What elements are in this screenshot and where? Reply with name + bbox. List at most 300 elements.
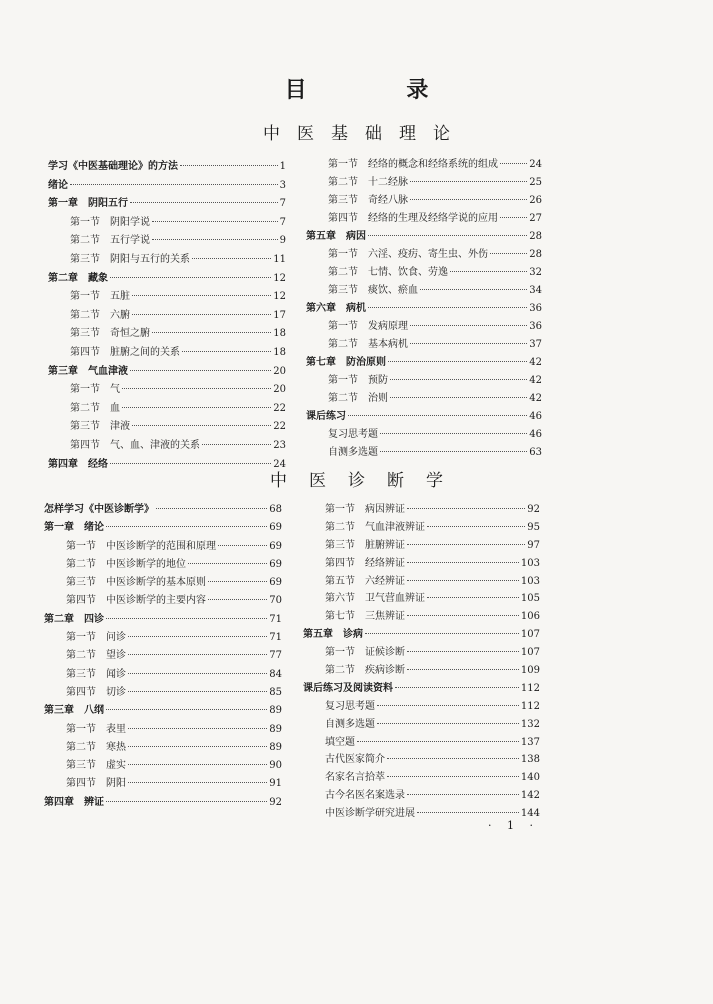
section-entry <box>303 644 540 662</box>
dot-leader <box>407 544 525 545</box>
section-entry <box>306 192 542 210</box>
section-entry <box>306 210 542 228</box>
entry-title <box>325 662 405 680</box>
chapter-entry <box>44 611 282 629</box>
dot-leader <box>410 199 527 200</box>
entry-page-number: 3 <box>279 179 286 191</box>
entry-label: 名家名言拾萃 <box>325 772 385 784</box>
dot-leader <box>208 599 267 600</box>
chapter-entry <box>303 626 540 644</box>
entry-number: 第一章 <box>44 522 74 534</box>
dot-leader <box>380 433 527 434</box>
entry-number: 第四节 <box>328 213 358 224</box>
entry-page-number: 69 <box>269 558 282 570</box>
entry-page-number: 20 <box>273 365 286 377</box>
section-entry <box>303 662 540 680</box>
entry-label: 疾病诊断 <box>365 665 405 677</box>
part1-title: 中医基础理论 <box>263 124 467 144</box>
dot-leader <box>132 425 271 426</box>
dot-leader <box>377 723 519 724</box>
toc-item-entry <box>303 787 540 805</box>
entry-title <box>325 769 385 787</box>
entry-title <box>44 611 104 629</box>
section-entry <box>44 775 282 793</box>
entry-title <box>70 400 120 419</box>
entry-label: 气 <box>110 384 120 396</box>
entry-title <box>328 390 388 408</box>
entry-page-number: 90 <box>269 760 282 772</box>
entry-page-number: 63 <box>529 447 542 458</box>
entry-label: 奇经八脉 <box>368 195 408 206</box>
dot-leader <box>490 253 527 254</box>
section-entry <box>44 739 282 757</box>
dot-leader <box>410 343 527 344</box>
dot-leader <box>110 277 271 278</box>
entry-page-number: 34 <box>529 285 542 296</box>
entry-number: 第三节 <box>66 760 96 772</box>
entry-page-number: 140 <box>520 772 540 784</box>
entry-label: 八纲 <box>84 705 104 717</box>
entry-page-number: 106 <box>520 611 540 623</box>
entry-title <box>44 794 104 812</box>
entry-label: 中医诊断学的地位 <box>106 558 186 570</box>
entry-page-number: 12 <box>273 291 286 303</box>
entry-title <box>306 408 346 426</box>
entry-label: 辨证 <box>84 796 104 808</box>
dot-leader <box>388 361 527 362</box>
entry-title <box>325 573 405 591</box>
entry-label: 望诊 <box>106 650 126 662</box>
entry-title <box>328 210 498 228</box>
entry-title <box>70 214 150 233</box>
section-entry <box>48 344 286 363</box>
entry-title <box>328 192 408 210</box>
entry-title <box>325 590 425 608</box>
entry-label: 发病原理 <box>368 321 408 332</box>
entry-page-number: 92 <box>269 796 282 808</box>
entry-page-number: 46 <box>529 411 542 422</box>
entry-number: 第六节 <box>325 593 355 605</box>
entry-number: 第一节 <box>325 504 355 515</box>
dot-leader <box>110 463 271 464</box>
dot-leader <box>128 654 267 655</box>
dot-leader <box>500 217 527 218</box>
entry-title <box>325 644 405 662</box>
entry-title <box>328 426 378 444</box>
entry-label: 中医诊断学的基本原则 <box>106 577 206 589</box>
dot-leader <box>128 764 267 765</box>
section-entry <box>48 288 286 307</box>
entry-number: 第二节 <box>325 521 355 533</box>
entry-number: 第二节 <box>66 741 96 753</box>
dot-leader <box>387 758 519 759</box>
entry-page-number: 32 <box>529 267 542 278</box>
dot-leader <box>70 184 278 185</box>
dot-leader <box>348 415 527 416</box>
entry-page-number: 24 <box>529 159 542 170</box>
dot-leader <box>450 271 527 272</box>
section-entry <box>44 574 282 592</box>
entry-page-number: 68 <box>269 504 282 515</box>
entry-label: 治则 <box>368 393 388 404</box>
section-entry <box>306 174 542 192</box>
entry-page-number: 70 <box>269 595 282 607</box>
dot-leader <box>407 615 519 616</box>
entry-label: 阴阳五行 <box>88 198 128 210</box>
entry-page-number: 91 <box>269 778 282 790</box>
entry-page-number: 69 <box>269 577 282 589</box>
entry-label: 复习思考题 <box>325 700 375 712</box>
entry-label: 基本病机 <box>368 339 408 350</box>
dot-leader <box>106 801 267 802</box>
entry-page-number: 107 <box>520 647 540 659</box>
entry-number: 第三节 <box>328 285 358 296</box>
entry-page-number: 71 <box>269 632 282 644</box>
dot-leader <box>390 397 527 398</box>
entry-number: 第三章 <box>44 705 74 717</box>
entry-page-number: 109 <box>520 665 540 677</box>
entry-number: 第二节 <box>70 309 100 321</box>
entry-page-number: 9 <box>279 235 286 247</box>
dot-leader <box>106 618 267 619</box>
dot-leader <box>132 314 271 315</box>
entry-title <box>70 418 130 437</box>
entry-label: 津液 <box>110 421 130 433</box>
entry-page-number: 36 <box>529 321 542 332</box>
dot-leader <box>128 691 267 692</box>
entry-title <box>325 716 375 734</box>
entry-label: 六经辨证 <box>365 575 405 587</box>
entry-label: 经络的生理及经络学说的应用 <box>368 213 498 224</box>
entry-page-number: 89 <box>269 741 282 753</box>
entry-page-number: 137 <box>520 736 540 748</box>
dot-leader <box>368 235 527 236</box>
entry-title <box>328 264 448 282</box>
entry-title <box>325 555 405 573</box>
entry-label: 中医诊断学的主要内容 <box>106 595 206 607</box>
entry-label: 六腑 <box>110 309 130 321</box>
entry-number: 第三节 <box>66 577 96 589</box>
entry-label: 奇恒之腑 <box>110 328 150 340</box>
dot-leader <box>128 673 267 674</box>
dot-leader <box>122 388 271 389</box>
entry-label: 经络的概念和经络系统的组成 <box>368 159 498 170</box>
entry-page-number: 22 <box>273 421 286 433</box>
entry-title <box>66 592 206 610</box>
dot-leader <box>427 597 519 598</box>
entry-label: 切诊 <box>106 686 126 698</box>
entry-page-number: 132 <box>520 718 540 730</box>
entry-page-number: 23 <box>273 439 286 451</box>
entry-number: 第二章 <box>48 272 78 284</box>
section-entry <box>306 282 542 300</box>
entry-number: 第二节 <box>325 665 355 677</box>
dot-leader <box>130 202 278 203</box>
dot-leader <box>368 307 527 308</box>
entry-page-number: 24 <box>273 458 286 470</box>
entry-label: 脏腑之间的关系 <box>110 346 180 358</box>
entry-label: 病机 <box>346 303 366 314</box>
entry-label: 经络辨证 <box>365 557 405 569</box>
dot-leader <box>387 776 519 777</box>
dot-leader <box>152 221 278 222</box>
toc-item-entry <box>303 769 540 787</box>
section-entry <box>303 555 540 573</box>
entry-number: 第四节 <box>66 778 96 790</box>
entry-number: 第二章 <box>44 613 74 625</box>
dot-leader <box>407 669 519 670</box>
dot-leader <box>130 370 271 371</box>
section-entry <box>44 666 282 684</box>
entry-title <box>66 684 126 702</box>
chapter-entry <box>48 270 286 289</box>
section-entry <box>306 390 542 408</box>
entry-label: 病因 <box>346 231 366 242</box>
entry-label: 寒热 <box>106 741 126 753</box>
entry-title <box>44 519 104 537</box>
entry-number: 第四节 <box>325 557 355 569</box>
entry-title <box>70 307 130 326</box>
entry-page-number: 18 <box>273 346 286 358</box>
entry-label: 气血津液辨证 <box>365 521 425 533</box>
entry-title <box>325 805 415 823</box>
entry-number: 第四节 <box>70 439 100 451</box>
entry-label: 痰饮、瘀血 <box>368 285 418 296</box>
entry-title <box>48 158 178 177</box>
entry-page-number: 12 <box>273 272 286 284</box>
entry-page-number: 20 <box>273 384 286 396</box>
entry-number: 第五章 <box>306 231 336 242</box>
part2-right-column <box>303 501 540 823</box>
entry-page-number: 112 <box>520 700 540 712</box>
part1-left-column <box>48 158 286 474</box>
section-entry <box>306 246 542 264</box>
entry-page-number: 84 <box>269 668 282 680</box>
entry-title <box>44 501 154 519</box>
dot-leader <box>218 545 267 546</box>
entry-title <box>66 647 126 665</box>
entry-number: 第四节 <box>70 346 100 358</box>
entry-page-number: 42 <box>529 357 542 368</box>
entry-page-number: 27 <box>529 213 542 224</box>
entry-page-number: 77 <box>269 650 282 662</box>
entry-number: 第一节 <box>328 321 358 332</box>
dot-leader <box>390 379 527 380</box>
dot-leader <box>106 709 267 710</box>
entry-number: 第三章 <box>48 365 78 377</box>
section-entry <box>306 264 542 282</box>
entry-label: 六淫、疫疠、寄生虫、外伤 <box>368 249 488 260</box>
part2-left-column <box>44 501 282 812</box>
entry-label: 古今名医名案选录 <box>325 790 405 802</box>
entry-title <box>70 344 180 363</box>
chapter-entry <box>44 794 282 812</box>
entry-label: 防治原则 <box>346 357 386 368</box>
entry-label: 七情、饮食、劳逸 <box>368 267 448 278</box>
entry-title <box>328 156 498 174</box>
entry-number: 第二节 <box>328 339 358 350</box>
entry-label: 自测多选题 <box>328 447 378 458</box>
section-entry <box>44 592 282 610</box>
entry-page-number: 112 <box>520 682 540 694</box>
dot-leader <box>106 526 267 527</box>
chapter-entry <box>306 228 542 246</box>
toc-heading-entry <box>303 680 540 698</box>
chapter-entry <box>44 519 282 537</box>
entry-title <box>328 174 408 192</box>
entry-page-number: 18 <box>273 328 286 340</box>
entry-page-number: 89 <box>269 705 282 717</box>
toc-heading-entry <box>44 501 282 519</box>
entry-number: 第三节 <box>70 421 100 433</box>
entry-label: 课后练习 <box>306 411 346 422</box>
entry-label: 自测多选题 <box>325 718 375 730</box>
entry-title <box>328 336 408 354</box>
section-entry <box>48 381 286 400</box>
dot-leader <box>152 239 278 240</box>
entry-number: 第三节 <box>66 668 96 680</box>
dot-leader <box>407 580 519 581</box>
dot-leader <box>132 295 271 296</box>
dot-leader <box>500 163 527 164</box>
section-entry <box>303 519 540 537</box>
section-entry <box>44 647 282 665</box>
dot-leader <box>427 526 525 527</box>
section-entry <box>306 336 542 354</box>
entry-page-number: 28 <box>529 249 542 260</box>
entry-title <box>66 775 126 793</box>
entry-page-number: 7 <box>279 216 286 228</box>
entry-title <box>70 232 150 251</box>
dot-leader <box>410 325 527 326</box>
entry-number: 第一节 <box>328 249 358 260</box>
entry-page-number: 97 <box>527 539 540 551</box>
dot-leader <box>188 563 267 564</box>
entry-title <box>325 501 405 519</box>
entry-page-number: 103 <box>520 557 540 569</box>
dot-leader <box>128 782 267 783</box>
entry-title <box>66 538 216 556</box>
part2-title: 中医诊断学 <box>270 471 465 491</box>
dot-leader <box>410 181 527 182</box>
entry-label: 三焦辨证 <box>365 611 405 623</box>
entry-page-number: 36 <box>529 303 542 314</box>
entry-title <box>328 318 408 336</box>
entry-number: 第二节 <box>328 393 358 404</box>
entry-title <box>48 270 108 289</box>
entry-number: 第五节 <box>325 575 355 587</box>
chapter-entry <box>48 456 286 475</box>
entry-title <box>66 556 186 574</box>
entry-label: 卫气营血辨证 <box>365 593 425 605</box>
entry-title <box>48 177 68 196</box>
section-entry <box>44 629 282 647</box>
entry-page-number: 7 <box>279 198 286 210</box>
section-entry <box>48 232 286 251</box>
section-entry <box>48 251 286 270</box>
entry-title <box>66 739 126 757</box>
entry-page-number: 138 <box>520 754 540 766</box>
entry-title <box>48 195 128 214</box>
entry-label: 问诊 <box>106 632 126 644</box>
entry-page-number: 28 <box>529 231 542 242</box>
entry-page-number: 26 <box>529 195 542 206</box>
entry-label: 阴阳 <box>106 778 126 790</box>
toc-item-entry <box>303 716 540 734</box>
entry-page-number: 25 <box>529 177 542 188</box>
page-title: 目 录 <box>284 77 475 103</box>
entry-page-number: 144 <box>520 808 540 820</box>
entry-label: 五行学说 <box>110 235 150 247</box>
entry-page-number: 46 <box>529 429 542 440</box>
entry-title <box>325 787 405 805</box>
entry-number: 第二节 <box>328 267 358 278</box>
entry-label: 绪论 <box>84 522 104 534</box>
entry-title <box>48 456 108 475</box>
entry-label: 证候诊断 <box>365 647 405 659</box>
entry-label: 怎样学习《中医诊断学》 <box>44 504 154 515</box>
entry-number: 第一节 <box>70 291 100 303</box>
entry-title <box>306 300 366 318</box>
section-entry <box>303 537 540 555</box>
entry-title <box>48 363 128 382</box>
entry-label: 填空题 <box>325 736 355 748</box>
section-entry <box>44 757 282 775</box>
entry-number: 第三节 <box>70 328 100 340</box>
entry-title <box>328 444 378 462</box>
dot-leader <box>202 444 271 445</box>
entry-title <box>328 246 488 264</box>
section-entry <box>44 684 282 702</box>
entry-title <box>66 757 126 775</box>
entry-number: 第七节 <box>325 611 355 623</box>
entry-number: 第一节 <box>70 384 100 396</box>
entry-page-number: 42 <box>529 375 542 386</box>
section-entry <box>44 538 282 556</box>
chapter-entry <box>306 354 542 372</box>
dot-leader <box>122 407 271 408</box>
entry-number: 第四节 <box>66 686 96 698</box>
entry-label: 中医诊断学研究进展 <box>325 808 415 820</box>
section-entry <box>44 556 282 574</box>
entry-label: 五脏 <box>110 291 130 303</box>
entry-title <box>44 702 104 720</box>
entry-page-number: 69 <box>269 522 282 534</box>
entry-page-number: 89 <box>269 723 282 735</box>
entry-title <box>306 228 366 246</box>
entry-number: 第二节 <box>66 558 96 570</box>
entry-page-number: 42 <box>529 393 542 404</box>
toc-item-entry <box>306 444 542 462</box>
entry-label: 虚实 <box>106 760 126 772</box>
entry-label: 十二经脉 <box>368 177 408 188</box>
chapter-entry <box>44 702 282 720</box>
section-entry <box>303 590 540 608</box>
entry-label: 脏腑辨证 <box>365 539 405 551</box>
entry-number: 第三节 <box>325 539 355 551</box>
section-entry <box>44 721 282 739</box>
entry-page-number: 22 <box>273 402 286 414</box>
section-entry <box>306 156 542 174</box>
dot-leader <box>180 165 278 166</box>
dot-leader <box>208 581 267 582</box>
entry-title <box>328 372 388 390</box>
section-entry <box>48 418 286 437</box>
entry-title <box>66 574 206 592</box>
entry-page-number: 85 <box>269 686 282 698</box>
toc-heading-entry <box>306 408 542 426</box>
toc-item-entry <box>303 734 540 752</box>
